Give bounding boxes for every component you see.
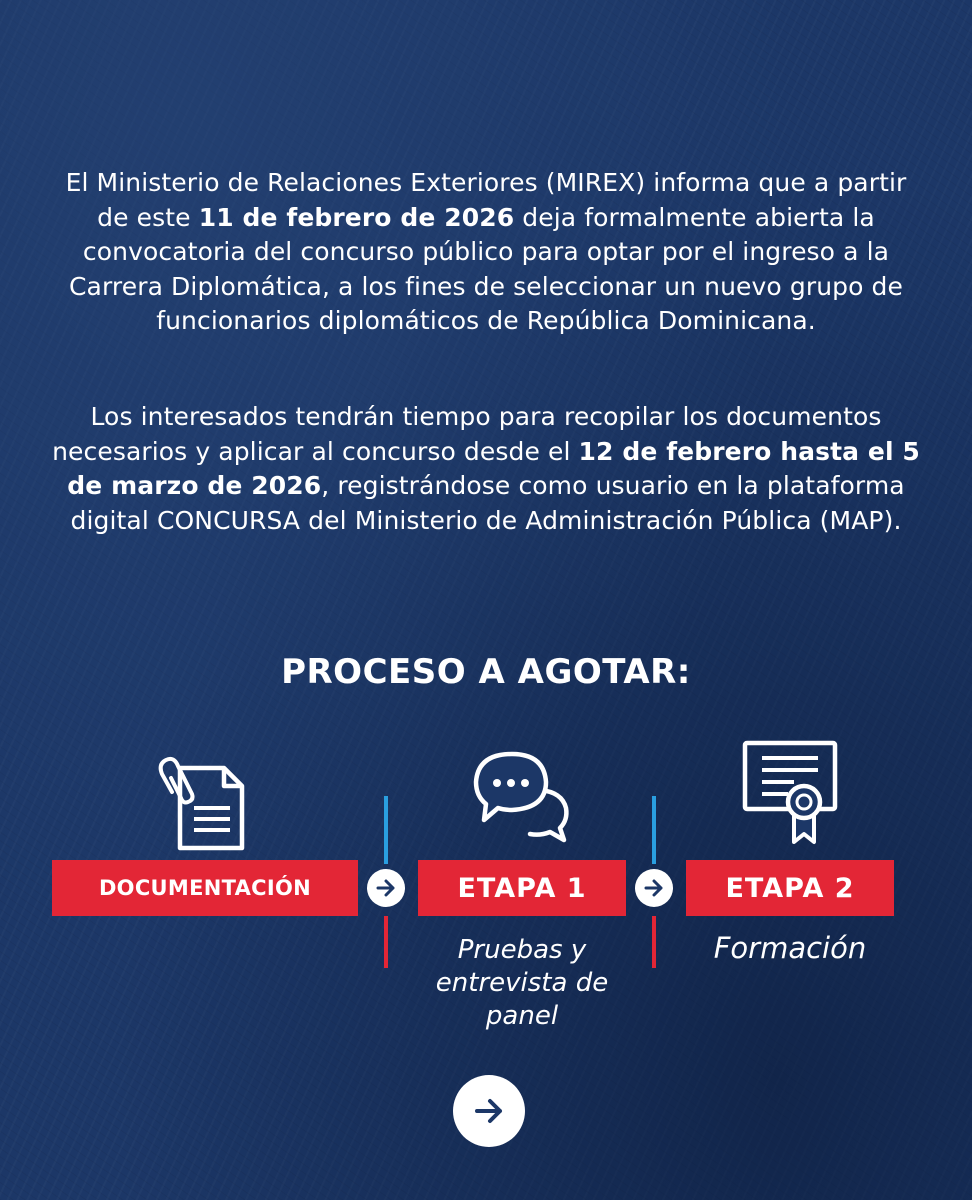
divider-2-blue (652, 796, 656, 864)
step-etapa-1: ETAPA 1 (418, 860, 626, 916)
certificate-icon (742, 740, 842, 846)
process-heading: PROCESO A AGOTAR: (281, 652, 691, 692)
intro-date-highlight: 11 de febrero de 2026 (198, 202, 515, 232)
etapa-2-description: Formación (713, 931, 867, 965)
document-paperclip-icon (150, 752, 250, 852)
step-etapa-2: ETAPA 2 (686, 860, 894, 916)
divider-1-red (384, 916, 388, 968)
arrow-right-icon (375, 877, 397, 899)
dates-paragraph (50, 400, 922, 538)
etapa-1-description: Pruebas y entrevista de panel (435, 935, 609, 1031)
intro-paragraph (50, 166, 922, 339)
dates-text-end: , registrándose como usuario en la plataforma digital CONCURSA del Ministerio de Administración Pública (MAP). (70, 471, 905, 535)
step-arrow-2 (635, 869, 673, 907)
next-button[interactable] (453, 1075, 525, 1147)
dates-text-start: Los interesados tendrán tiempo para recopilar los documentos necesarios y aplicar al concurso desde el (52, 402, 882, 466)
divider-2-red (652, 916, 656, 968)
step-arrow-1 (367, 869, 405, 907)
arrow-right-icon (472, 1094, 506, 1128)
intro-text-end: deja formalmente abierta la convocatoria del concurso público para optar por el ingreso a la Carrera Diplomática, a los fines de seleccionar un nuevo grupo de funcionarios diplomáticos de República Dominicana. (68, 202, 904, 335)
intro-text-start: El Ministerio de Relaciones Exteriores (MIREX) informa que a partir de este (65, 168, 907, 232)
step-documentacion: DOCUMENTACIÓN (52, 860, 358, 916)
divider-1-blue (384, 796, 388, 864)
arrow-right-icon (643, 877, 665, 899)
dates-range-highlight: 12 de febrero hasta el 5 de marzo de 2026 (67, 436, 920, 500)
chat-bubbles-icon (470, 746, 574, 846)
